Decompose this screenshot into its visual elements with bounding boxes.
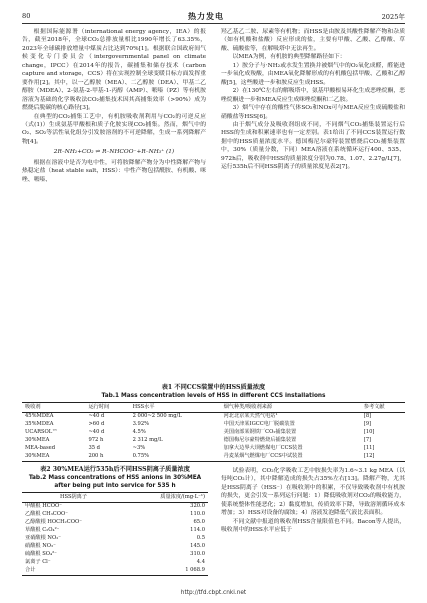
table-cell: 972 h [88, 436, 104, 443]
table-row [22, 567, 208, 575]
column-header: 吸收剂 [22, 403, 85, 413]
table-2 [22, 466, 208, 576]
table-cell: [7] [363, 436, 372, 443]
table-1-body [22, 412, 405, 461]
table-cell: 3.92% [132, 420, 150, 427]
table-cell: 草酸根 C₂O₄²⁻ [25, 526, 60, 533]
table-1-grid [22, 402, 405, 462]
table-cell: 德国梅尼尔豪特燃烧后捕集装置 [223, 436, 297, 443]
table-cell: 65.0 [193, 518, 205, 525]
table-cell: [8] [363, 412, 372, 419]
table-row [22, 519, 208, 527]
paragraph: 羟乙基乙二胺、尿素等有机物；而HSS是由胺及其酸性降解产物和杂质（如有机酸和盐酸）反应形成的盐，主要有甲酸、乙酸、乙醇酸、草酸、硫酸盐等，在解吸塔中无法再生。 [221, 29, 405, 52]
table-cell: 200 h [88, 452, 104, 459]
table-cell: 1 068.9 [185, 566, 205, 573]
table-cell: >60 d [88, 420, 105, 427]
table-row [22, 421, 405, 429]
table-row [22, 429, 405, 437]
column-header: 质量浓度/(mg·L⁻¹) [125, 493, 208, 503]
table-header-row [22, 403, 405, 413]
table-cell: 4.4 [196, 558, 205, 565]
table-cell: UCARSOL™ [25, 428, 58, 435]
paragraph: 由于烟气成分及吸收剂组成不同，不同烟气CO₂捕集装置运行后HSS的生成和积累速率也有一定差别。表1给出了不同CCS装置运行数据中的HSS质量浓度水平。德国梅尼尔豪特装置燃烧后CO₂捕集装置中，30%（质量分数，下同）MEA溶液在系统循环运行400、535、972h后，吸收剂中HSS的质量浓度分别为0.78、1.07、2.27g/L[7]，运行535h后不同HSS阴离子的质量浓度见表2[7]。 [221, 121, 405, 171]
header-rule [22, 23, 405, 24]
table-row [22, 437, 405, 445]
table-cell: ~40 d [88, 428, 105, 435]
paragraph: 2）在130℃左右的解吸塔中，氨基甲酸根易环化生成恶唑烷酮，恶唑烷酮进一步和MEA反应生成咪唑烷酮和二乙胺。 [221, 88, 405, 103]
table-cell: ~40 d [88, 412, 105, 419]
journal-title: 热力发电 [188, 11, 224, 21]
table-cell: 4.5% [132, 428, 146, 435]
table-cell: 甲酸根 HCOO⁻ [25, 502, 62, 509]
table-row [22, 527, 208, 535]
table-cell: 0.5 [196, 534, 205, 541]
table-cell: 0.75% [132, 452, 150, 459]
table-row [22, 511, 208, 519]
table-cell: 丹麦某烟气燃煤电厂CCS中试装置 [223, 452, 303, 459]
table-2-caption-en: Tab.2 Mass concentrations of HSS anions in 30%MEA after being put into service for 535 h [28, 475, 202, 489]
right-column-lower [221, 467, 405, 535]
page-header [22, 10, 405, 22]
table-cell: 310.0 [190, 550, 205, 557]
table-cell: 30%MEA [25, 436, 50, 443]
column-header: HSS水平 [130, 403, 221, 413]
paragraph: 根据在溶液中是否为电中性，可将胺降解产物分为中性降解产物与热稳定盐（heat stable salt，HSS）：中性产物包括酰胺、有机酸、咪唑、哌嗪、 [22, 159, 206, 183]
table-cell: 河北北京某天然气电站¹ [223, 412, 278, 419]
table-cell: 乙酸根 CH₃COO⁻ [25, 510, 68, 517]
table-cell: 乙醇酸根 HOCH₂COO⁻ [25, 518, 82, 525]
table-1-caption-cn: 表1 不同CCS装置中的HSS质量浓度 [161, 384, 266, 391]
page-number: 80 [22, 12, 31, 20]
column-header: 运行时间 [85, 403, 129, 413]
table-row [22, 502, 208, 510]
table-row [22, 543, 208, 551]
table-cell: [10] [363, 428, 375, 435]
table-2-body [22, 502, 208, 575]
table-cell: 114.0 [190, 526, 205, 533]
table-cell: 320.0 [190, 502, 205, 509]
table-2-grid [22, 492, 208, 576]
column-header: 参考文献 [361, 403, 405, 413]
table-row [22, 535, 208, 543]
table-row [22, 551, 208, 559]
table-row [22, 559, 208, 567]
table-1 [22, 384, 405, 462]
table-cell: 合计 [25, 566, 36, 573]
paragraph: 不同文献中报道的吸收剂HSS含量限值也不同。Bacon等人提出，吸收剂中的HSS水平应低于 [221, 518, 405, 534]
left-column [22, 28, 206, 184]
table-cell: 2 312 mg/L [132, 436, 163, 443]
table-row [22, 453, 405, 461]
table-cell: ~3% [132, 444, 146, 451]
table-cell: 中国天津某IGCC电厂脱碳装置 [223, 420, 295, 427]
paragraph: 在典型的CO₂捕集工艺中，有机胺吸收剂利用与CO₂的可逆反应（式(1)）生成氨基甲酸根和质子化胺实现CO₂捕集。然而，烟气中的O₂、SO₂等活性氧化组分引发胺溶剂的不可逆降解，生成一系列降解产物[4]。 [22, 113, 206, 145]
table-row [22, 412, 405, 420]
table-row [22, 445, 405, 453]
table-cell: 加拿大边界大坝燃煤电厂CCS装置 [223, 444, 303, 451]
table-cell: MEA-based [25, 444, 56, 451]
issue-year: 2025年 [381, 13, 405, 21]
table-cell: 硝酸根 NO₃⁻ [25, 542, 56, 549]
table-2-caption-cn: 表2 30%MEA运行535h后不同HSS阴离子质量浓度 [40, 466, 190, 473]
table-cell: 30%MEA [25, 452, 50, 459]
table-cell: 美国南部某钢铁厂CO₂捕集装置 [223, 428, 297, 435]
table-cell: [9] [363, 420, 372, 427]
table-cell: [11] [363, 444, 375, 451]
table-cell: 35 d [88, 444, 101, 451]
table-cell: 35%MDEA [25, 420, 54, 427]
table-cell: 145.0 [190, 542, 205, 549]
table-cell: 110.0 [190, 510, 205, 517]
column-header: 烟气种类/吸收剂来源 [221, 403, 361, 413]
table-cell: [12] [363, 452, 375, 459]
right-column [221, 28, 405, 172]
column-header: HSS阴离子 [22, 493, 125, 503]
footer-url: http://tfd.cbpt.cnki.net [180, 590, 247, 596]
table-cell: 亚硝酸根 NO₂⁻ [25, 534, 62, 541]
table-1-caption-en: Tab.1 Mass concentration levels of HSS in different CCS installations [101, 393, 326, 399]
table-cell: 氯离子 Cl⁻ [25, 558, 51, 565]
table-cell: 硫酸根 SO₄²⁻ [25, 550, 57, 557]
table-cell: 45%MDEA [25, 412, 54, 419]
paragraph: 试验表明，CO₂化学吸收工艺中胺损失率为1.6~3.1 kg MEA（以每吨CO₂计），其中降解造成的损失占35%左右[13]。降解产物，尤其是HSS阴离子（HSS⁻）在吸收剂中的积累，不仅导致吸收剂中有机胺的损失，更会引发一系列运行问题：1）降低吸收剂对CO₂的吸收能力，使系统整体性能恶化；2）黏度增加，传质效率下降，导致溶剂循环成本增加；3）HSS对设备的腐蚀；4）溶液发泡降低气液比表面积。 [221, 468, 405, 517]
table-cell: 2 000~2 500 mg/L [132, 412, 182, 419]
table-header-row [22, 493, 208, 503]
paragraph: 根据国际能源署（international energy agency，IEA）的报告，截至2018年，全球CO₂总排放量相比1990年增长了63.35%，2023年全球碳排放增量中煤炭占比达到70%[1]。根据联合国政府间气候变化专门委员会（intergovernmental panel on climate change，IPCC）在2014年的报告，碳捕集和储存技术（carbon capture and storage，CCS）将在实现控制全球变暖目标方面发挥重要作用[2]。其中，以一乙醇胺（MEA）、二乙醇胺（DEA）、甲基二乙醇胺（MDEA）、2-氨基-2-甲基-1-丙醇（AMP）、哌嗪（PZ）等有机胺溶液为基础的化学吸收法CO₂捕集技术因其高捕集效率（>90%）成为燃烧后脱碳的核心路径[3]。 [22, 29, 206, 112]
paragraph: 以MEA为例，有机胺的典型降解路径如下： [232, 54, 346, 61]
paragraph: 3）烟气中存在的酸性气体SO₂和NOx可与MEA反应生成硫酸盐和硝酸盐等HSS[6]。 [221, 105, 405, 120]
equation-1: 2R–NH₂+CO₂ ⇌ R–NHCOO⁻+R–NH₃⁺ (1) [53, 149, 175, 156]
paragraph: 1）胺分子与·NH₂或水发生置换并被烟气中的O₂氧化成醛，醛能进一步氧化成羧酸，由MEA氧化降解形成的有机酸包括甲酸、乙酸和乙醇酸[5]，这些酸进一步和胺反应生成HSS。 [221, 62, 405, 86]
